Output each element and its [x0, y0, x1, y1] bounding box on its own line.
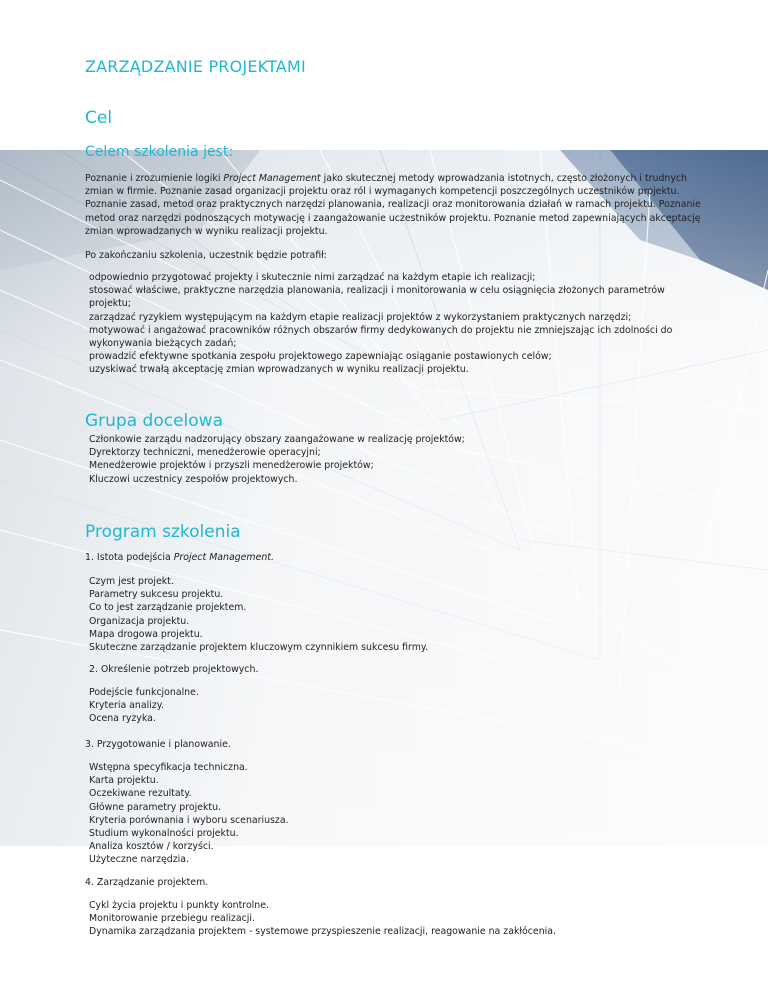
list-item: uzyskiwać trwałą akceptację zmian wprowadzanych w wyniku realizacji projektu. [89, 364, 469, 376]
list-item: Wstępna specyfikacja techniczna. [89, 762, 248, 773]
section-heading-cel: Cel [85, 108, 113, 128]
skills-list [89, 271, 709, 377]
list-item: motywować i angażować pracowników różnych obszarów firmy dedykowanych do projektu nie zmniejszając ich zdolności do wykonywania bieżących zadań; [89, 324, 673, 350]
list-item: Kluczowi uczestnicy zespołów projektowych. [89, 473, 298, 485]
list-item: Czym jest projekt. [89, 576, 174, 587]
list-item: stosować właściwe, praktyczne narzędzia planowania, realizacji i monitorowania w celu osiągnięcia złożonych parametrów projektu; [89, 285, 665, 310]
list-item: Monitorowanie przebiegu realizacji. [89, 913, 255, 925]
list-item: Karta projektu. [89, 775, 159, 787]
list-item: Członkowie zarządu nadzorujący obszary zaangażowane w realizację projektów; [89, 434, 465, 445]
list-item: Kryteria porównania i wyboru scenariusza. [89, 814, 289, 826]
program-section-1-list [89, 575, 709, 654]
program-section-2-list [89, 686, 709, 726]
project-management-emphasis: Project Management [223, 173, 321, 184]
program-section-3-list [89, 761, 709, 867]
list-item: zarządzać ryzykiem występującym na każdym etapie realizacji projektów z wykorzystaniem praktycznych narzędzi; [89, 311, 632, 323]
list-item: Podejście funkcjonalne. [89, 687, 199, 698]
list-item: prowadzić efektywne spotkania zespołu projektowego zapewniając osiąganie postawionych celów; [89, 351, 552, 363]
after-training-label: Po zakończaniu szkolenia, uczestnik będzie potrafił: [85, 250, 327, 261]
list-item: Skuteczne zarządzanie projektem kluczowym czynnikiem sukcesu firmy. [89, 642, 429, 654]
list-item: Ocena ryzyka. [89, 713, 156, 725]
list-item: odpowiednio przygotować projekty i skutecznie nimi zarządzać na każdym etapie ich realizacji; [89, 272, 536, 283]
list-item: Mapa drogowa projektu. [89, 628, 203, 640]
section-heading-program: Program szkolenia [85, 522, 241, 542]
program-section-title: 2. Określenie potrzeb projektowych. [89, 664, 259, 675]
program-section-title: 1. Istota podejścia Project Management. [85, 552, 274, 563]
project-management-emphasis: Project Management. [173, 552, 274, 563]
list-item: Parametry sukcesu projektu. [89, 589, 224, 601]
list-item: Menedżerowie projektów i przyszli menedżerowie projektów; [89, 460, 374, 472]
list-item: Dynamika zarządzania projektem - systemowe przyspieszenie realizacji, reagowanie na zakłócenia. [89, 926, 556, 938]
cel-intro-paragraph: Poznanie i zrozumienie logiki Project Management jako skutecznej metody wprowadzania istotnych, często złożonych i trudnych zmian w firmie. Poznanie zasad organizacji projektu oraz ról i wymaganych kompetencji poszczególnych uczestników projektu. Poznanie zasad, metod oraz praktycznych narzędzi planowania, realizacji oraz monitorowania działań w ramach projektu. Poznanie metod oraz narzędzi podnoszących motywację i zaangażowanie uczestników projektu. Poznanie metod zapewniających akceptację zmian wprowadzanych w wyniku realizacji projektu. [85, 173, 701, 237]
list-item: Oczekiwane rezultaty. [89, 788, 192, 800]
list-item: Główne parametry projektu. [89, 801, 222, 813]
list-item: Co to jest zarządzanie projektem. [89, 602, 247, 614]
list-item: Cykl życia projektu i punkty kontrolne. [89, 900, 269, 911]
subheading-celem-szkolenia: Celem szkolenia jest: [85, 144, 234, 160]
list-item: Dyrektorzy techniczni, menedżerowie operacyjni; [89, 447, 321, 459]
list-item: Analiza kosztów / korzyści. [89, 841, 214, 853]
list-item: Użyteczne narzędzia. [89, 854, 189, 866]
list-item: Studium wykonalności projektu. [89, 828, 239, 840]
program-section-title: 3. Przygotowanie i planowanie. [85, 739, 231, 750]
program-section-title: 4. Zarządzanie projektem. [85, 877, 209, 888]
list-item: Organizacja projektu. [89, 615, 190, 627]
list-item: Kryteria analizy. [89, 700, 164, 712]
section-heading-grupa-docelowa: Grupa docelowa [85, 411, 223, 431]
document-title: ZARZĄDZANIE PROJEKTAMI [85, 57, 306, 76]
target-group-list [89, 433, 709, 486]
program-section-4-list [89, 899, 709, 939]
